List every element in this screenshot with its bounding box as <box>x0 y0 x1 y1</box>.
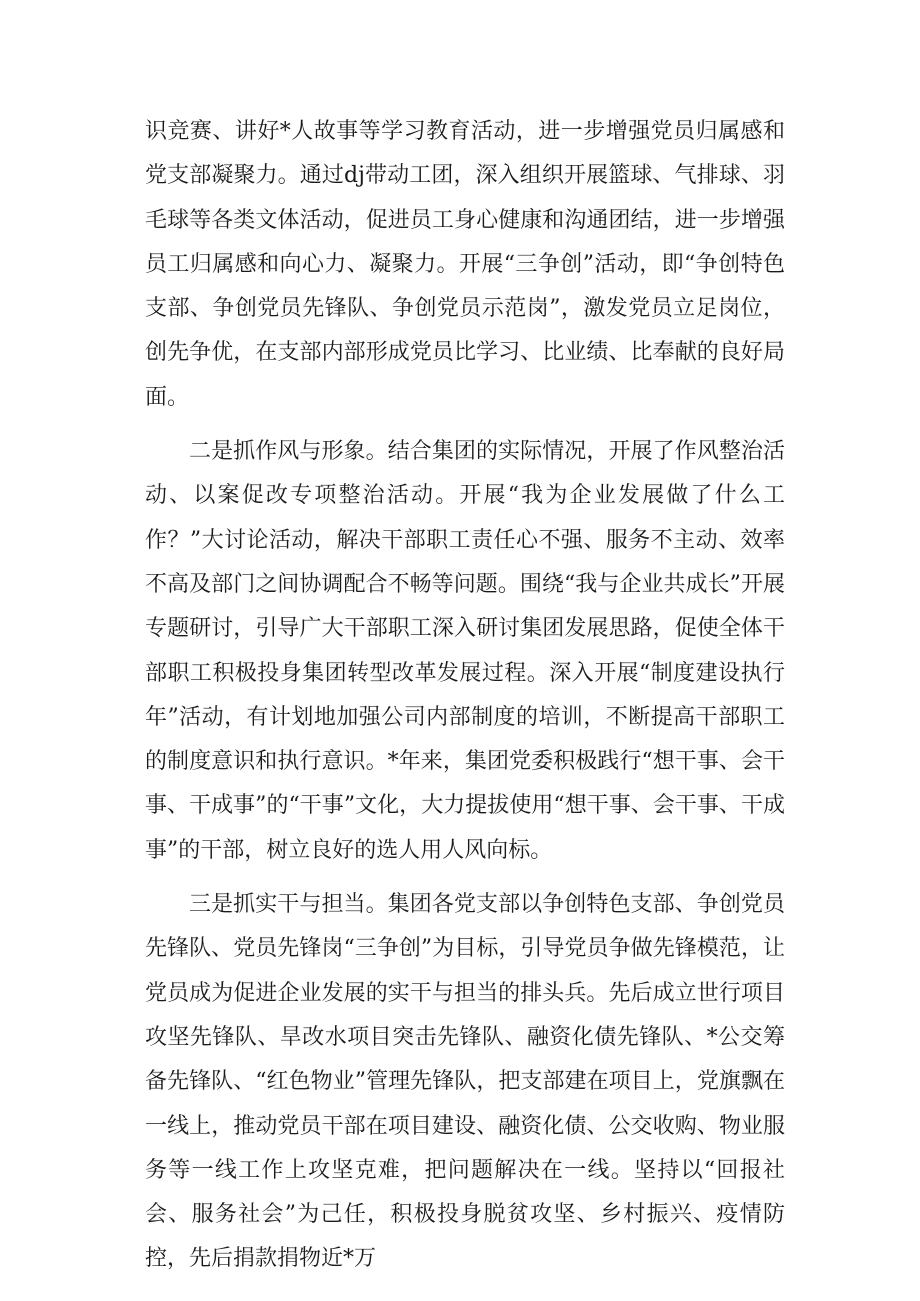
document-body <box>145 110 785 1282</box>
paragraph-style-and-image: 二是抓作风与形象。结合集团的实际情况，开展了作风整治活动、以案促改专项整治活动。开展“我为企业发展做了什么工作？”大讨论活动，解决干部职工责任心不强、服务不主动、效率不高及部门之间协调配合不畅等问题。围绕“我与企业共成长”开展专题研讨，引导广大干部职工深入研讨集团发展思路，促使全体干部职工积极投身集团转型改革发展过程。深入开展“制度建设执行年”活动，有计划地加强公司内部制度的培训，不断提高干部职工的制度意识和执行意识。*年来，集团党委积极践行“想干事、会干事、干成事”的“干事”文化，大力提拔使用“想干事、会干事、干成事”的干部，树立良好的选人用人风向标。 <box>145 439 785 863</box>
paragraph-action-and-responsibility: 三是抓实干与担当。集团各党支部以争创特色支部、争创党员先锋队、党员先锋岗“三争创”为目标，引导党员争做先锋模范，让党员成为促进企业发展的实干与担当的排头兵。先后成立世行项目攻坚先锋队、旱改水项目突击先锋队、融资化债先锋队、*公交筹备先锋队、“红色物业”管理先锋队，把支部建在项目上，党旗飘在一线上，推动党员干部在项目建设、融资化债、公交收购、物业服务等一线工作上攻坚克难，把问题解决在一线。坚持以“回报社会、服务社会”为己任，积极投身脱贫攻坚、乡村振兴、疫情防控，先后捐款捐物近*万 <box>145 892 785 1272</box>
paragraph-continued: 识竞赛、讲好*人故事等学习教育活动，进一步增强党员归属感和党支部凝聚力。通过dj带动工团，深入组织开展篮球、气排球、羽毛球等各类文体活动，促进员工身心健康和沟通团结，进一步增强员工归属感和向心力、凝聚力。开展“三争创”活动，即“争创特色支部、争创党员先锋队、争创党员示范岗”，激发党员立足岗位，创先争优，在支部内部形成党员比学习、比业绩、比奉献的良好局面。 <box>145 119 785 410</box>
